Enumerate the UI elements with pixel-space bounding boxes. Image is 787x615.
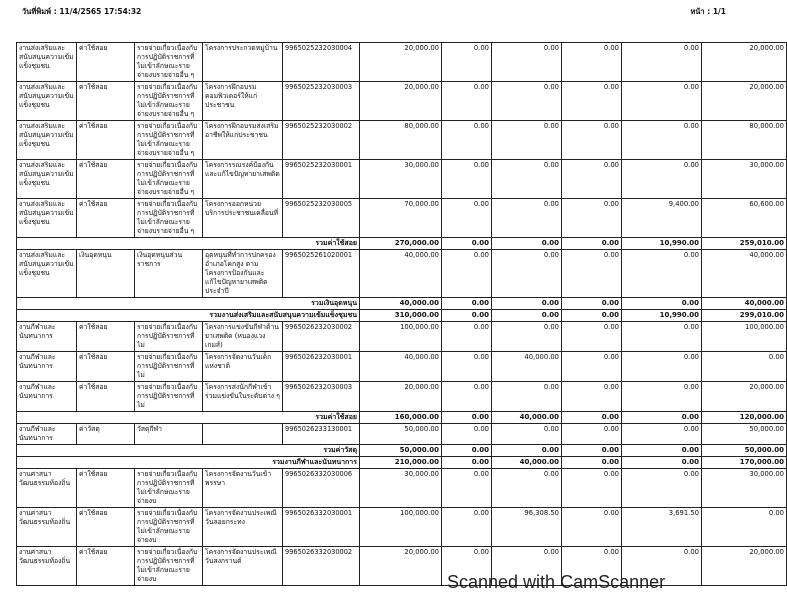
summary-label: รวมงานส่งเสริมและสนับสนุนความเข้มแข็งชุมชน: [17, 310, 360, 322]
amount-cell: 50,000.00: [360, 424, 442, 445]
amount-cell: 0.00: [442, 250, 492, 298]
amount-cell: 0.00: [442, 508, 492, 547]
category-cell: ค่าใช้สอย: [77, 322, 135, 352]
amount-cell: 0.00: [442, 199, 492, 238]
amount-cell: 96,308.50: [492, 508, 562, 547]
project-cell: โครงการรณรงค์ป้องกันและแก้ไขปัญหายาเสพติด: [203, 160, 283, 199]
amount-cell: 0.00: [492, 322, 562, 352]
amount-cell: 270,000.00: [360, 238, 442, 250]
amount-cell: 20,000.00: [360, 43, 442, 82]
code-cell: 9965026332030001: [283, 508, 360, 547]
amount-cell: 100,000.00: [360, 322, 442, 352]
project-cell: โครงการจัดงานประเพณีวันลอยกระทง: [203, 508, 283, 547]
project-cell: โครงการจัดงานประเพณีวันสงกรานต์: [203, 547, 283, 586]
amount-cell: 30,000.00: [702, 160, 787, 199]
category-cell: ค่าใช้สอย: [77, 469, 135, 508]
amount-cell: 0.00: [622, 412, 702, 424]
amount-cell: 40,000.00: [360, 352, 442, 382]
amount-cell: 3,691.50: [622, 508, 702, 547]
amount-cell: 0.00: [492, 298, 562, 310]
amount-cell: 0.00: [442, 238, 492, 250]
project-cell: โครงการแข่งขันกีฬาต้านยาเสพติด (หนองแวงเกมส์): [203, 322, 283, 352]
amount-cell: 0.00: [492, 445, 562, 457]
project-cell: โครงการออกหน่วยบริการประชาชนเคลื่อนที่: [203, 199, 283, 238]
amount-cell: 20,000.00: [702, 547, 787, 586]
amount-cell: 40,000.00: [360, 298, 442, 310]
amount-cell: 20,000.00: [702, 82, 787, 121]
amount-cell: 0.00: [442, 424, 492, 445]
section-cell: งานศาสนาวัฒนธรรมท้องถิ่น: [17, 547, 77, 586]
amount-cell: 0.00: [442, 469, 492, 508]
amount-cell: 0.00: [562, 310, 622, 322]
print-date: วันที่พิมพ์ : 11/4/2565 17:54:32: [22, 7, 142, 16]
project-cell: อุดหนุนที่ทำการปกครองอำเภอโคกสูง ตามโครงการป้องกันและแก้ไขปัญหายาเสพติด ประจำปี: [203, 250, 283, 298]
amount-cell: 0.00: [492, 160, 562, 199]
amount-cell: 0.00: [562, 457, 622, 469]
amount-cell: 100,000.00: [360, 508, 442, 547]
project-cell: โครงการส่งนักกีฬาเข้าร่วมแข่งขันในระดับต่าง ๆ: [203, 382, 283, 412]
type-cell: รายจ่ายเกี่ยวเนื่องกับการปฏิบัติราชการที่ไม่เข้าลักษณะรายจ่ายงบรายจ่ายอื่น ๆ: [135, 43, 203, 82]
summary-row: [17, 412, 787, 424]
summary-row: [17, 298, 787, 310]
section-cell: งานกีฬาและนันทนาการ: [17, 322, 77, 352]
amount-cell: 40,000.00: [492, 352, 562, 382]
amount-cell: 0.00: [622, 382, 702, 412]
budget-table: [16, 42, 787, 586]
table-row: [17, 547, 787, 586]
amount-cell: 0.00: [702, 352, 787, 382]
amount-cell: 0.00: [442, 322, 492, 352]
code-cell: 9965025232030001: [283, 160, 360, 199]
amount-cell: 10,990.00: [622, 310, 702, 322]
section-cell: งานศาสนาวัฒนธรรมท้องถิ่น: [17, 508, 77, 547]
amount-cell: 0.00: [562, 352, 622, 382]
section-cell: งานศาสนาวัฒนธรรมท้องถิ่น: [17, 469, 77, 508]
summary-row: [17, 310, 787, 322]
amount-cell: 0.00: [492, 250, 562, 298]
summary-row: [17, 457, 787, 469]
amount-cell: 0.00: [492, 43, 562, 82]
amount-cell: 310,000.00: [360, 310, 442, 322]
category-cell: เงินอุดหนุน: [77, 250, 135, 298]
amount-cell: 0.00: [562, 322, 622, 352]
amount-cell: 0.00: [442, 298, 492, 310]
section-cell: งานกีฬาและนันทนาการ: [17, 382, 77, 412]
amount-cell: 30,000.00: [360, 469, 442, 508]
amount-cell: 20,000.00: [702, 43, 787, 82]
amount-cell: 0.00: [442, 547, 492, 586]
amount-cell: 80,000.00: [360, 121, 442, 160]
type-cell: รายจ่ายเกี่ยวเนื่องกับการปฏิบัติราชการที่ไม่เข้าลักษณะรายจ่ายงบ: [135, 508, 203, 547]
type-cell: รายจ่ายเกี่ยวเนื่องกับการปฏิบัติราชการที่ไม่เข้าลักษณะรายจ่ายงบ: [135, 547, 203, 586]
section-cell: งานส่งเสริมและสนับสนุนความเข้มแข็งชุมชน: [17, 121, 77, 160]
code-cell: 9965025232030005: [283, 199, 360, 238]
type-cell: รายจ่ายเกี่ยวเนื่องกับการปฏิบัติราชการที่ไม่เข้าลักษณะรายจ่ายงบรายจ่ายอื่น ๆ: [135, 121, 203, 160]
amount-cell: 0.00: [622, 322, 702, 352]
amount-cell: 0.00: [622, 352, 702, 382]
code-cell: 9965025232030003: [283, 82, 360, 121]
project-cell: โครงการฝึกอบรมคอมพิวเตอร์ให้แก่ประชาชน: [203, 82, 283, 121]
amount-cell: 40,000.00: [492, 412, 562, 424]
project-cell: โครงการจัดงานวันเข้าพรรษา: [203, 469, 283, 508]
table-row: [17, 82, 787, 121]
type-cell: รายจ่ายเกี่ยวเนื่องกับการปฏิบัติราชการที่ไม่เข้าลักษณะรายจ่ายงบรายจ่ายอื่น ๆ: [135, 160, 203, 199]
table-row: [17, 469, 787, 508]
amount-cell: 0.00: [562, 121, 622, 160]
amount-cell: 20,000.00: [702, 382, 787, 412]
type-cell: รายจ่ายเกี่ยวเนื่องกับการปฏิบัติราชการที่ไม่: [135, 352, 203, 382]
amount-cell: 210,000.00: [360, 457, 442, 469]
amount-cell: 20,000.00: [360, 82, 442, 121]
table-row: [17, 508, 787, 547]
amount-cell: 0.00: [492, 199, 562, 238]
amount-cell: 0.00: [442, 121, 492, 160]
category-cell: ค่าวัสดุ: [77, 424, 135, 445]
amount-cell: 0.00: [492, 547, 562, 586]
amount-cell: 80,000.00: [702, 121, 787, 160]
amount-cell: 0.00: [562, 43, 622, 82]
table-row: [17, 43, 787, 82]
amount-cell: 0.00: [562, 160, 622, 199]
amount-cell: 0.00: [442, 43, 492, 82]
summary-label: รวมค่าใช้สอย: [17, 238, 360, 250]
category-cell: ค่าใช้สอย: [77, 121, 135, 160]
amount-cell: 0.00: [622, 298, 702, 310]
amount-cell: 0.00: [562, 199, 622, 238]
category-cell: ค่าใช้สอย: [77, 547, 135, 586]
code-cell: 9965026332030002: [283, 547, 360, 586]
amount-cell: 40,000.00: [702, 250, 787, 298]
section-cell: งานส่งเสริมและสนับสนุนความเข้มแข็งชุมชน: [17, 43, 77, 82]
amount-cell: 10,990.00: [622, 238, 702, 250]
amount-cell: 50,000.00: [702, 424, 787, 445]
table-row: [17, 424, 787, 445]
type-cell: รายจ่ายเกี่ยวเนื่องกับการปฏิบัติราชการที่ไม่เข้าลักษณะรายจ่ายงบรายจ่ายอื่น ๆ: [135, 199, 203, 238]
amount-cell: 30,000.00: [702, 469, 787, 508]
amount-cell: 50,000.00: [702, 445, 787, 457]
amount-cell: 0.00: [622, 82, 702, 121]
category-cell: ค่าใช้สอย: [77, 352, 135, 382]
amount-cell: 0.00: [442, 82, 492, 121]
type-cell: รายจ่ายเกี่ยวเนื่องกับการปฏิบัติราชการที่ไม่เข้าลักษณะรายจ่ายงบ: [135, 469, 203, 508]
amount-cell: 0.00: [622, 547, 702, 586]
code-cell: 9965025232030002: [283, 121, 360, 160]
type-cell: วัสดุกีฬา: [135, 424, 203, 445]
amount-cell: 0.00: [562, 298, 622, 310]
code-cell: 9965026232030001: [283, 352, 360, 382]
amount-cell: 0.00: [622, 457, 702, 469]
section-cell: งานส่งเสริมและสนับสนุนความเข้มแข็งชุมชน: [17, 199, 77, 238]
category-cell: ค่าใช้สอย: [77, 82, 135, 121]
amount-cell: 0.00: [562, 424, 622, 445]
amount-cell: 60,600.00: [702, 199, 787, 238]
amount-cell: 0.00: [442, 412, 492, 424]
amount-cell: 0.00: [442, 445, 492, 457]
table-row: [17, 121, 787, 160]
amount-cell: 40,000.00: [492, 457, 562, 469]
project-cell: [203, 424, 283, 445]
code-cell: 9965026232030002: [283, 322, 360, 352]
amount-cell: 0.00: [622, 43, 702, 82]
amount-cell: 120,000.00: [702, 412, 787, 424]
amount-cell: 160,000.00: [360, 412, 442, 424]
section-cell: งานส่งเสริมและสนับสนุนความเข้มแข็งชุมชน: [17, 250, 77, 298]
project-cell: โครงการจัดงานวันเด็กแห่งชาติ: [203, 352, 283, 382]
amount-cell: 0.00: [562, 238, 622, 250]
table-row: [17, 160, 787, 199]
type-cell: รายจ่ายเกี่ยวเนื่องกับการปฏิบัติราชการที่ไม่เข้าลักษณะรายจ่ายงบรายจ่ายอื่น ๆ: [135, 82, 203, 121]
category-cell: ค่าใช้สอย: [77, 199, 135, 238]
table-row: [17, 199, 787, 238]
amount-cell: 0.00: [622, 469, 702, 508]
amount-cell: 0.00: [562, 469, 622, 508]
type-cell: รายจ่ายเกี่ยวเนื่องกับการปฏิบัติราชการที่ไม่: [135, 382, 203, 412]
amount-cell: 30,000.00: [360, 160, 442, 199]
category-cell: ค่าใช้สอย: [77, 160, 135, 199]
amount-cell: 100,000.00: [702, 322, 787, 352]
amount-cell: 40,000.00: [360, 250, 442, 298]
page-number: หน้า : 1/1: [690, 7, 726, 16]
amount-cell: 170,000.00: [702, 457, 787, 469]
project-cell: โครงการประกวดหมู่บ้าน: [203, 43, 283, 82]
project-cell: โครงการฝึกอบรมส่งเสริมอาชีพให้แก่ประชาชน: [203, 121, 283, 160]
category-cell: ค่าใช้สอย: [77, 382, 135, 412]
amount-cell: 299,010.00: [702, 310, 787, 322]
table-row: [17, 382, 787, 412]
amount-cell: 40,000.00: [702, 298, 787, 310]
amount-cell: 0.00: [492, 382, 562, 412]
section-cell: งานส่งเสริมและสนับสนุนความเข้มแข็งชุมชน: [17, 160, 77, 199]
amount-cell: 0.00: [622, 445, 702, 457]
amount-cell: 70,000.00: [360, 199, 442, 238]
table-row: [17, 352, 787, 382]
category-cell: ค่าใช้สอย: [77, 508, 135, 547]
amount-cell: 0.00: [622, 424, 702, 445]
amount-cell: 0.00: [442, 160, 492, 199]
code-cell: 9965025232030004: [283, 43, 360, 82]
amount-cell: 0.00: [622, 160, 702, 199]
section-cell: งานกีฬาและนันทนาการ: [17, 352, 77, 382]
amount-cell: 0.00: [492, 82, 562, 121]
summary-row: [17, 238, 787, 250]
amount-cell: 0.00: [442, 352, 492, 382]
code-cell: 9965025261020001: [283, 250, 360, 298]
table-row: [17, 250, 787, 298]
table-row: [17, 322, 787, 352]
amount-cell: 0.00: [492, 469, 562, 508]
section-cell: งานส่งเสริมและสนับสนุนความเข้มแข็งชุมชน: [17, 82, 77, 121]
summary-label: รวมงานกีฬาและนันทนาการ: [17, 457, 360, 469]
code-cell: 9965026332030006: [283, 469, 360, 508]
amount-cell: 0.00: [562, 382, 622, 412]
amount-cell: 9,400.00: [622, 199, 702, 238]
amount-cell: 0.00: [562, 547, 622, 586]
amount-cell: 20,000.00: [360, 547, 442, 586]
type-cell: เงินอุดหนุนส่วนราชการ: [135, 250, 203, 298]
amount-cell: 0.00: [492, 238, 562, 250]
amount-cell: 0.00: [562, 82, 622, 121]
summary-row: [17, 445, 787, 457]
scanner-watermark: Scanned with CamScanner: [447, 572, 666, 592]
amount-cell: 0.00: [442, 382, 492, 412]
amount-cell: 20,000.00: [360, 382, 442, 412]
amount-cell: 0.00: [702, 508, 787, 547]
amount-cell: 0.00: [622, 121, 702, 160]
amount-cell: 259,010.00: [702, 238, 787, 250]
summary-label: รวมค่าวัสดุ: [17, 445, 360, 457]
category-cell: ค่าใช้สอย: [77, 43, 135, 82]
summary-label: รวมเงินอุดหนุน: [17, 298, 360, 310]
amount-cell: 0.00: [492, 310, 562, 322]
amount-cell: 50,000.00: [360, 445, 442, 457]
amount-cell: 0.00: [492, 121, 562, 160]
amount-cell: 0.00: [562, 445, 622, 457]
section-cell: งานกีฬาและนันทนาการ: [17, 424, 77, 445]
type-cell: รายจ่ายเกี่ยวเนื่องกับการปฏิบัติราชการที่ไม่: [135, 322, 203, 352]
code-cell: 9965026232030003: [283, 382, 360, 412]
summary-label: รวมค่าใช้สอย: [17, 412, 360, 424]
amount-cell: 0.00: [562, 508, 622, 547]
amount-cell: 0.00: [622, 250, 702, 298]
amount-cell: 0.00: [562, 412, 622, 424]
amount-cell: 0.00: [562, 250, 622, 298]
amount-cell: 0.00: [442, 310, 492, 322]
amount-cell: 0.00: [492, 424, 562, 445]
code-cell: 9965026233130001: [283, 424, 360, 445]
amount-cell: 0.00: [442, 457, 492, 469]
